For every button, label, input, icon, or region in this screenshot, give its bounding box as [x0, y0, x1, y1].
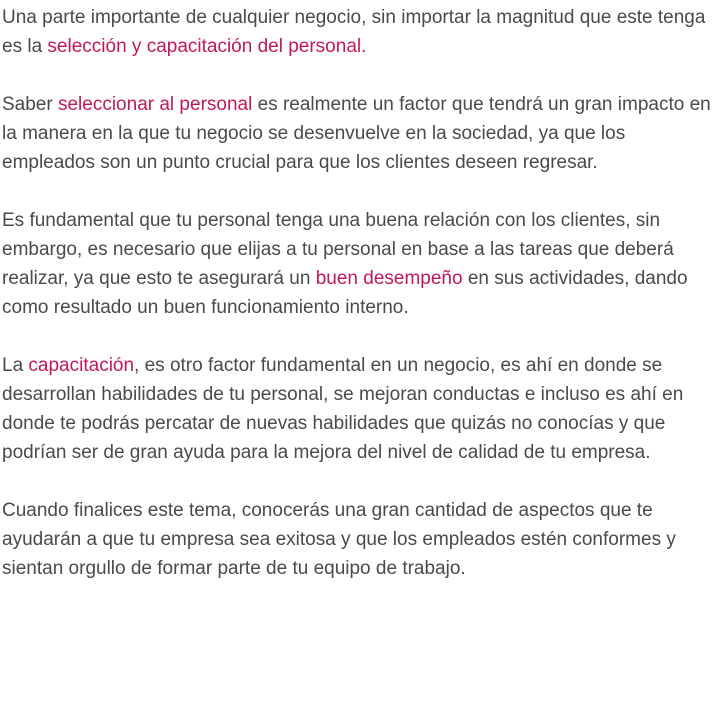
paragraph-capacitacion	[2, 351, 712, 467]
paragraph-conclusion	[2, 496, 712, 583]
paragraph-text: , es otro factor fundamental en un negocio, es ahí en donde se desarrollan habilidades de tu personal, se mejoran conductas e incluso es ahí en donde te podrás percatar de nuevas habilidades que quizás no conocías y que podrían ser de gran ayuda para la mejora del nivel de calidad de tu empresa.	[2, 355, 684, 463]
paragraph-relacion-clientes	[2, 206, 712, 322]
paragraph-text: Cuando finalices este tema, conocerás una gran cantidad de aspectos que te ayudarán a que tu empresa sea exitosa y que los empleados estén conformes y sientan orgullo de formar parte de tu equipo de trabajo.	[2, 500, 676, 579]
highlight-seleccionar-personal: seleccionar al personal	[57, 94, 253, 115]
paragraph-text: en sus actividades, dando como resultado un buen funcionamiento interno.	[2, 268, 688, 318]
paragraph-text: es realmente un factor que tendrá un gran impacto en la manera en la que tu negocio se desenvuelve en la sociedad, ya que los empleados son un punto crucial para que los clientes deseen regresar.	[2, 94, 711, 173]
paragraph-text: Es fundamental que tu personal tenga una buena relación con los clientes, sin embargo, es necesario que elijas a tu personal en base a las tareas que deberá realizar, ya que esto te asegurará un	[2, 210, 674, 289]
paragraph-seleccionar	[2, 90, 712, 177]
paragraph-text: La	[2, 355, 29, 376]
highlight-capacitacion: capacitación	[28, 355, 135, 376]
paragraph-text: Saber	[2, 94, 58, 115]
paragraph-intro	[2, 3, 712, 61]
paragraph-text: Una parte importante de cualquier negocio, sin importar la magnitud que este tenga es la	[2, 7, 706, 57]
highlight-buen-desempeno: buen desempeño	[315, 268, 463, 289]
highlight-seleccion-capacitacion: selección y capacitación del personal.	[47, 36, 367, 57]
